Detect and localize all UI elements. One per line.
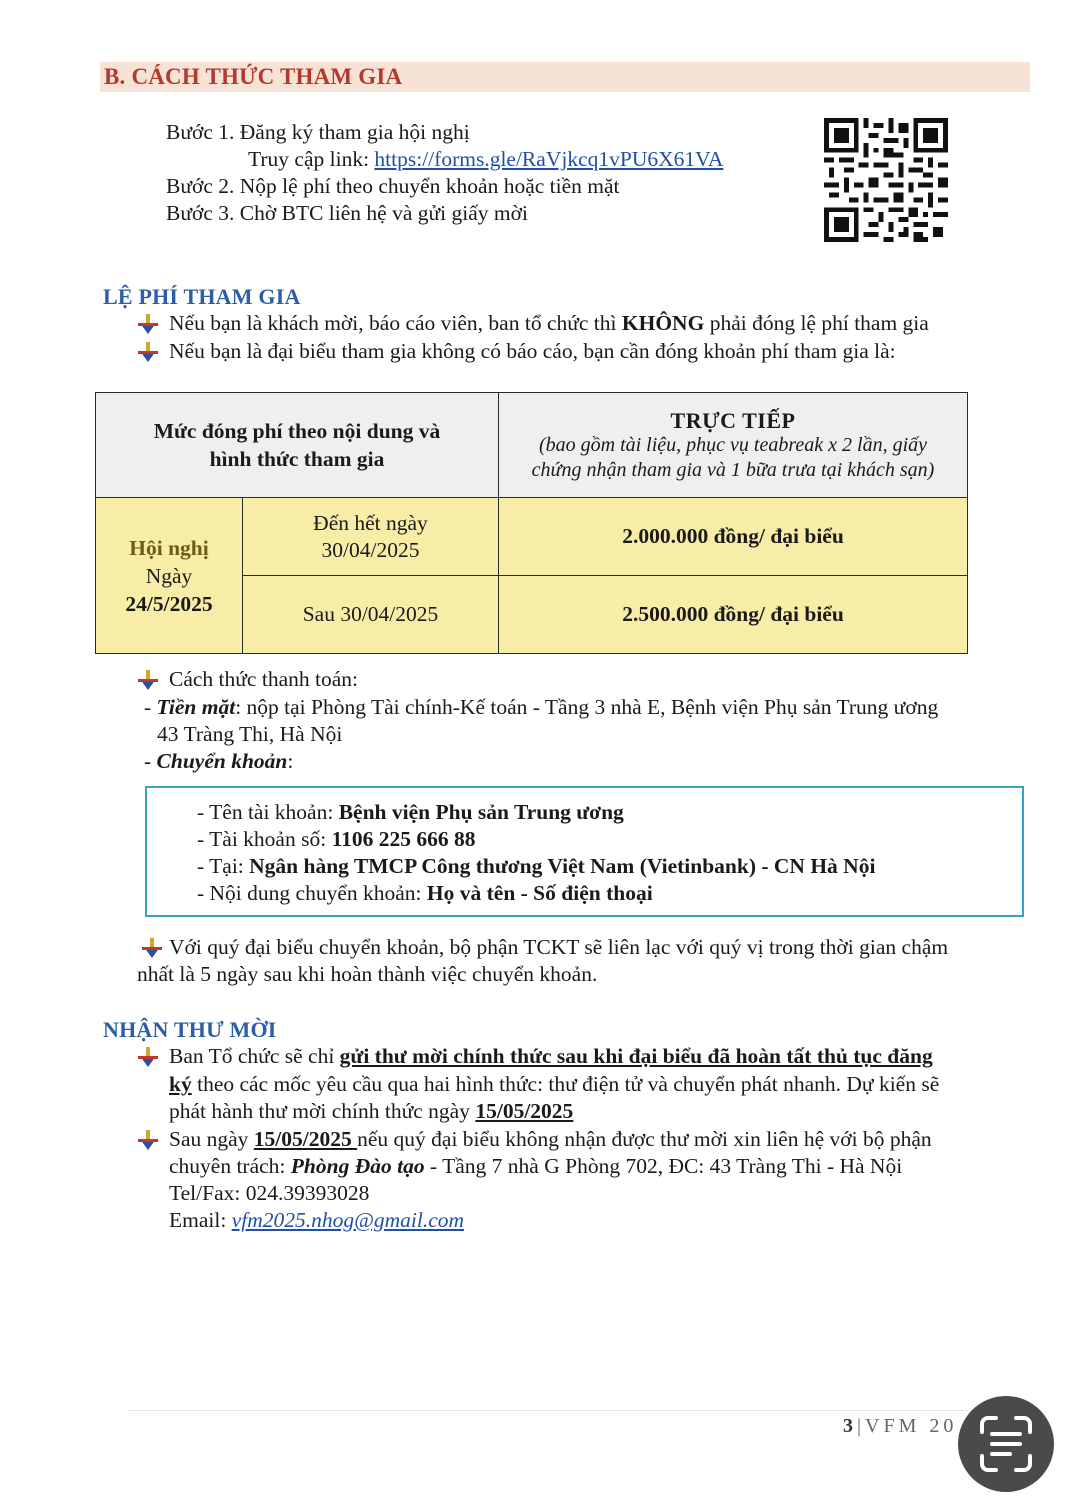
header-right-title: TRỰC TIẾP bbox=[670, 407, 796, 433]
cash-label: Tiền mặt bbox=[156, 695, 236, 719]
bullet-arrow-icon bbox=[138, 1047, 158, 1069]
period-cell-early bbox=[243, 498, 499, 576]
header-left-line-2: hình thức tham gia bbox=[209, 447, 385, 471]
bank-info-box bbox=[145, 786, 1024, 917]
invitation-b1-release: phát hành thư mời chính thức ngày bbox=[169, 1099, 476, 1123]
transfer-note-line-2: nhất là 5 ngày sau khi hoàn thành việc chuyển khoản. bbox=[137, 962, 598, 986]
fee-table-header-row bbox=[96, 393, 968, 498]
invitation-bullet-1-line-1 bbox=[169, 1044, 933, 1069]
bank-number-label: - Tài khoản số: bbox=[197, 827, 332, 851]
conference-cell bbox=[96, 498, 243, 654]
bank-content-value: Họ và tên - Số điện thoại bbox=[426, 881, 653, 905]
invitation-b1-emphasis-end: ký bbox=[169, 1072, 192, 1096]
section-b-title-bar bbox=[100, 62, 1030, 92]
price-early: 2.000.000 đồng/ đại biểu bbox=[499, 498, 968, 576]
bank-number-value: 1106 225 666 88 bbox=[331, 827, 476, 851]
qr-code-icon[interactable] bbox=[824, 118, 948, 242]
invitation-bullet-2-line-1 bbox=[169, 1127, 932, 1152]
footer-text: VFM 20 bbox=[865, 1415, 958, 1437]
bank-at-value: Ngân hàng TMCP Công thương Việt Nam (Vietinbank) - CN Hà Nội bbox=[249, 854, 876, 878]
bank-transfer-content bbox=[197, 881, 653, 906]
price-late: 2.500.000 đồng/ đại biểu bbox=[499, 576, 968, 654]
table-row bbox=[96, 498, 968, 576]
bank-account-number bbox=[197, 827, 476, 852]
payment-cash-address: 43 Tràng Thi, Hà Nội bbox=[157, 722, 343, 746]
fee-bullet-1-text: Nếu bạn là khách mời, báo cáo viên, ban tổ chức thì bbox=[169, 311, 622, 335]
footer-page-number: 3 bbox=[843, 1415, 857, 1437]
invitation-b2-continue: nếu quý đại biểu không nhận được thư mời xin liên hệ với bộ phận bbox=[357, 1127, 932, 1151]
fee-bullet-2: Nếu bạn là đại biểu tham gia không có báo cáo, bạn cần đóng khoản phí tham gia là: bbox=[169, 339, 896, 363]
conference-title: Hội nghị bbox=[129, 535, 209, 560]
access-line bbox=[248, 147, 723, 172]
fee-bullet-1-emphasis: KHÔNG bbox=[621, 311, 705, 335]
bullet-arrow-icon bbox=[138, 314, 158, 336]
period-early-line-2: 30/04/2025 bbox=[321, 537, 420, 562]
invitation-b2-text: Sau ngày bbox=[169, 1127, 254, 1151]
bank-content-label: - Nội dung chuyển khoản: bbox=[197, 881, 427, 905]
conference-day-label: Ngày bbox=[145, 563, 193, 588]
email-label: Email: bbox=[169, 1208, 232, 1232]
transfer-dash: - bbox=[144, 749, 157, 773]
bullet-arrow-icon bbox=[138, 1130, 158, 1152]
bullet-arrow-icon bbox=[138, 342, 158, 364]
invitation-bullet-2-line-2 bbox=[169, 1154, 902, 1179]
invitation-b2-date: 15/05/2025 bbox=[253, 1127, 358, 1151]
bank-account-name bbox=[197, 800, 624, 825]
conference-date: 24/5/2025 bbox=[125, 591, 213, 616]
invitation-b1-text: Ban Tổ chức sẽ chỉ bbox=[169, 1044, 340, 1068]
scan-text-button[interactable] bbox=[958, 1396, 1054, 1492]
header-left-line-1: Mức đóng phí theo nội dung và bbox=[153, 419, 441, 443]
fee-heading: LỆ PHÍ THAM GIA bbox=[103, 284, 301, 309]
payment-label: Cách thức thanh toán: bbox=[169, 667, 358, 691]
transfer-note-line-1: Với quý đại biểu chuyển khoản, bộ phận TCKT sẽ liên lạc với quý vị trong thời gian chậm bbox=[169, 935, 949, 959]
step-3: Bước 3. Chờ BTC liên hệ và gửi giấy mời bbox=[166, 201, 528, 225]
invitation-b1-emphasis: gửi thư mời chính thức sau khi đại biểu đã hoàn tất thủ tục đăng bbox=[339, 1044, 933, 1068]
bank-at-label: - Tại: bbox=[197, 854, 250, 878]
invitation-heading: NHẬN THƯ MỜI bbox=[103, 1017, 277, 1042]
transfer-label: Chuyển khoản bbox=[156, 749, 288, 773]
bullet-arrow-icon bbox=[138, 670, 158, 692]
transfer-colon: : bbox=[287, 749, 294, 773]
invitation-b1-continue: theo các mốc yêu cầu qua hai hình thức: thư điện tử và chuyển phát nhanh. Dự kiến sẽ bbox=[191, 1072, 940, 1096]
footer-page-label bbox=[843, 1415, 957, 1438]
step-1: Bước 1. Đăng ký tham gia hội nghị bbox=[166, 120, 470, 144]
period-cell-late: Sau 30/04/2025 bbox=[243, 576, 499, 654]
email-link[interactable]: vfm2025.nhog@gmail.com bbox=[231, 1208, 465, 1232]
fee-bullet-1-tail: phải đóng lệ phí tham gia bbox=[704, 311, 929, 335]
footer-divider bbox=[128, 1410, 968, 1411]
invitation-bullet-1-line-2 bbox=[169, 1072, 939, 1097]
header-right-note-2: chứng nhận tham gia và 1 bữa trưa tại khách sạn) bbox=[531, 458, 935, 481]
invitation-bullet-1-line-3 bbox=[169, 1099, 573, 1124]
fee-table bbox=[95, 392, 968, 654]
payment-transfer bbox=[144, 749, 293, 774]
fee-table-header-left bbox=[96, 393, 499, 498]
fee-table-header-right bbox=[499, 393, 968, 498]
footer-separator: | bbox=[857, 1415, 866, 1437]
bank-name-value: Bệnh viện Phụ sản Trung ương bbox=[338, 800, 624, 824]
scan-text-icon bbox=[958, 1396, 1054, 1492]
invitation-email-line bbox=[169, 1208, 464, 1233]
bank-name-label: - Tên tài khoản: bbox=[197, 800, 339, 824]
registration-link[interactable]: https://forms.gle/RaVjkcq1vPU6X61VA bbox=[374, 147, 724, 171]
invitation-b2-address: - Tầng 7 nhà G Phòng 702, ĐC: 43 Tràng Thi - Hà Nội bbox=[424, 1154, 903, 1178]
invitation-tel: Tel/Fax: 024.39393028 bbox=[169, 1181, 370, 1205]
step-2: Bước 2. Nộp lệ phí theo chuyển khoản hoặc tiền mặt bbox=[166, 174, 620, 198]
invitation-b2-dept-label: chuyên trách: bbox=[169, 1154, 291, 1178]
cash-text: : nộp tại Phòng Tài chính-Kế toán - Tầng 3 nhà E, Bệnh viện Phụ sản Trung ương bbox=[235, 695, 939, 719]
fee-bullet-1 bbox=[169, 311, 929, 336]
payment-cash bbox=[144, 695, 938, 720]
bullet-arrow-icon bbox=[142, 938, 162, 960]
bank-name bbox=[197, 854, 875, 879]
header-right-note-1: (bao gồm tài liệu, phục vụ teabreak x 2 lần, giấy bbox=[538, 433, 928, 456]
period-early-line-1: Đến hết ngày bbox=[313, 510, 428, 535]
section-b-title: B. CÁCH THỨC THAM GIA bbox=[104, 64, 403, 89]
access-prefix: Truy cập link: bbox=[248, 147, 375, 171]
cash-dash: - bbox=[144, 695, 157, 719]
invitation-b1-date: 15/05/2025 bbox=[475, 1099, 574, 1123]
invitation-b2-dept: Phòng Đào tạo bbox=[290, 1154, 425, 1178]
